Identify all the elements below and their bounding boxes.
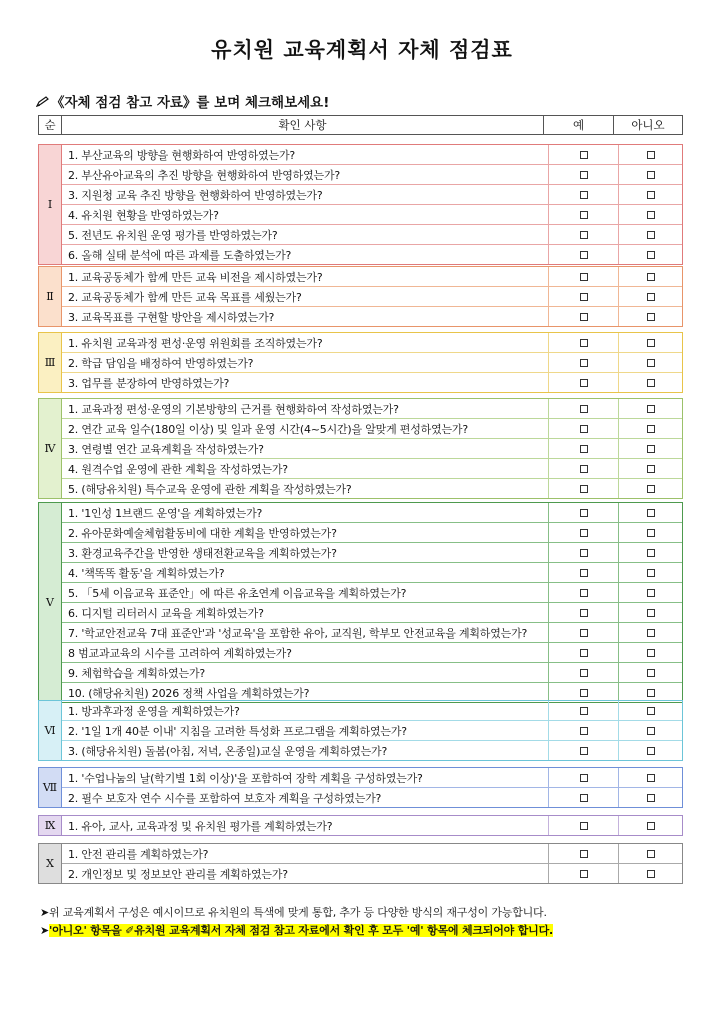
no-cell: [619, 768, 682, 787]
yes-checkbox-icon[interactable]: [580, 405, 588, 413]
yes-checkbox-icon[interactable]: [580, 629, 588, 637]
header-yes: 예: [544, 116, 614, 134]
yes-cell: [549, 333, 619, 352]
yes-checkbox-icon[interactable]: [580, 549, 588, 557]
checklist-row: [62, 721, 682, 741]
group-rows: [62, 816, 682, 835]
group-label: Ⅶ: [39, 768, 62, 807]
no-checkbox-icon[interactable]: [647, 485, 655, 493]
yes-checkbox-icon[interactable]: [580, 379, 588, 387]
yes-cell: [549, 205, 619, 224]
checklist-question: 7. '학교안전교육 7대 표준안'과 '성교육'을 포함한 유아, 교직원, 학부모 안전교육을 계획하였는가?: [62, 623, 549, 642]
checklist-question: 5. 전년도 유치원 운영 평가를 반영하였는가?: [62, 225, 549, 244]
yes-checkbox-icon[interactable]: [580, 273, 588, 281]
no-checkbox-icon[interactable]: [647, 850, 655, 858]
checklist-row: [62, 185, 682, 205]
group-2: [38, 266, 683, 327]
no-checkbox-icon[interactable]: [647, 509, 655, 517]
no-cell: [619, 701, 682, 720]
no-checkbox-icon[interactable]: [647, 359, 655, 367]
yes-checkbox-icon[interactable]: [580, 425, 588, 433]
checklist-row: [62, 333, 682, 353]
yes-checkbox-icon[interactable]: [580, 191, 588, 199]
group-label: Ⅹ: [39, 844, 62, 883]
no-cell: [619, 267, 682, 286]
no-cell: [619, 333, 682, 352]
yes-checkbox-icon[interactable]: [580, 850, 588, 858]
checklist-row: [62, 768, 682, 788]
yes-checkbox-icon[interactable]: [580, 569, 588, 577]
no-checkbox-icon[interactable]: [647, 569, 655, 577]
checklist-question: 6. 디지털 리터러시 교육을 계획하였는가?: [62, 603, 549, 622]
yes-checkbox-icon[interactable]: [580, 293, 588, 301]
yes-cell: [549, 768, 619, 787]
yes-checkbox-icon[interactable]: [580, 649, 588, 657]
checklist-question: 2. 학급 담임을 배정하여 반영하였는가?: [62, 353, 549, 372]
yes-checkbox-icon[interactable]: [580, 727, 588, 735]
header-num: 순: [39, 116, 62, 134]
checklist-row: [62, 563, 682, 583]
yes-cell: [549, 479, 619, 498]
no-cell: [619, 225, 682, 244]
checklist-question: 2. 개인정보 및 정보보안 관리를 계획하였는가?: [62, 864, 549, 883]
checklist-row: [62, 701, 682, 721]
yes-cell: [549, 523, 619, 542]
checklist-question: 4. 유치원 현황을 반영하였는가?: [62, 205, 549, 224]
yes-checkbox-icon[interactable]: [580, 485, 588, 493]
no-checkbox-icon[interactable]: [647, 870, 655, 878]
no-checkbox-icon[interactable]: [647, 293, 655, 301]
checklist-row: [62, 267, 682, 287]
checklist-question: 8 범교과교육의 시수를 고려하여 계획하였는가?: [62, 643, 549, 662]
yes-cell: [549, 563, 619, 582]
no-cell: [619, 165, 682, 184]
no-cell: [619, 623, 682, 642]
yes-checkbox-icon[interactable]: [580, 689, 588, 697]
no-cell: [619, 643, 682, 662]
group-10: [38, 843, 683, 884]
group-6: [38, 700, 683, 761]
checklist-question: 4. '책똑똑 활동'을 계획하였는가?: [62, 563, 549, 582]
no-cell: [619, 245, 682, 264]
checklist-row: [62, 165, 682, 185]
no-cell: [619, 373, 682, 392]
no-cell: [619, 459, 682, 478]
no-cell: [619, 663, 682, 682]
no-cell: [619, 603, 682, 622]
group-rows: [62, 145, 682, 264]
yes-cell: [549, 864, 619, 883]
no-checkbox-icon[interactable]: [647, 589, 655, 597]
checklist-row: [62, 399, 682, 419]
group-5: [38, 502, 683, 703]
note-restructure: ➤위 교육계획서 구성은 예시이므로 유치원의 특색에 맞게 통합, 추가 등 다양한 방식의 재구성이 가능합니다.: [40, 906, 547, 919]
group-label: Ⅰ: [39, 145, 62, 264]
no-cell: [619, 205, 682, 224]
checklist-question: 2. 필수 보호자 연수 시수를 포함하여 보호자 계획을 구성하였는가?: [62, 788, 549, 807]
yes-cell: [549, 844, 619, 863]
group-rows: [62, 701, 682, 760]
no-checkbox-icon[interactable]: [647, 405, 655, 413]
yes-checkbox-icon[interactable]: [580, 211, 588, 219]
no-cell: [619, 479, 682, 498]
no-checkbox-icon[interactable]: [647, 727, 655, 735]
subtitle-text: 《자체 점검 참고 자료》를 보며 체크해보세요!: [51, 95, 330, 111]
no-checkbox-icon[interactable]: [647, 313, 655, 321]
checklist-question: 1. 교육공동체가 함께 만든 교육 비전을 제시하였는가?: [62, 267, 549, 286]
no-cell: [619, 543, 682, 562]
no-checkbox-icon[interactable]: [647, 251, 655, 259]
checklist-row: [62, 373, 682, 392]
no-cell: [619, 307, 682, 326]
no-checkbox-icon[interactable]: [647, 273, 655, 281]
checklist-question: 9. 체험학습을 계획하였는가?: [62, 663, 549, 682]
yes-cell: [549, 439, 619, 458]
no-checkbox-icon[interactable]: [647, 649, 655, 657]
group-rows: [62, 503, 682, 702]
yes-cell: [549, 623, 619, 642]
checklist-row: [62, 603, 682, 623]
no-checkbox-icon[interactable]: [647, 822, 655, 830]
yes-checkbox-icon[interactable]: [580, 151, 588, 159]
group-label: Ⅴ: [39, 503, 62, 702]
checklist-row: [62, 225, 682, 245]
checklist-question: 1. '수업나눔의 날(학기별 1회 이상)'을 포함하여 장학 계획을 구성하였는가?: [62, 768, 549, 787]
group-4: [38, 398, 683, 499]
yes-checkbox-icon[interactable]: [580, 171, 588, 179]
yes-cell: [549, 165, 619, 184]
group-rows: [62, 399, 682, 498]
yes-checkbox-icon[interactable]: [580, 359, 588, 367]
highlighted-note: '아니오' 항목을 ✐유치원 교육계획서 자체 점검 참고 자료에서 확인 후 모두 '예' 항목에 체크되어야 합니다.: [49, 924, 553, 937]
yes-cell: [549, 503, 619, 522]
no-checkbox-icon[interactable]: [647, 609, 655, 617]
yes-cell: [549, 353, 619, 372]
yes-cell: [549, 145, 619, 164]
yes-cell: [549, 307, 619, 326]
yes-checkbox-icon[interactable]: [580, 339, 588, 347]
checklist-row: [62, 788, 682, 807]
yes-cell: [549, 267, 619, 286]
yes-checkbox-icon[interactable]: [580, 870, 588, 878]
checklist-row: [62, 353, 682, 373]
no-checkbox-icon[interactable]: [647, 151, 655, 159]
yes-cell: [549, 543, 619, 562]
no-checkbox-icon[interactable]: [647, 191, 655, 199]
no-cell: [619, 864, 682, 883]
checklist-row: [62, 583, 682, 603]
checklist-row: [62, 439, 682, 459]
yes-cell: [549, 788, 619, 807]
yes-cell: [549, 399, 619, 418]
checklist-question: 3. 업무를 분장하여 반영하였는가?: [62, 373, 549, 392]
no-checkbox-icon[interactable]: [647, 211, 655, 219]
checklist-question: 1. 유치원 교육과정 편성·운영 위원회를 조직하였는가?: [62, 333, 549, 352]
checklist-row: [62, 844, 682, 864]
no-checkbox-icon[interactable]: [647, 339, 655, 347]
checklist-question: 5. 「5세 이음교육 표준안」에 따른 유초연계 이음교육을 계획하였는가?: [62, 583, 549, 602]
yes-checkbox-icon[interactable]: [580, 774, 588, 782]
no-cell: [619, 844, 682, 863]
yes-checkbox-icon[interactable]: [580, 669, 588, 677]
no-cell: [619, 523, 682, 542]
yes-checkbox-icon[interactable]: [580, 707, 588, 715]
checklist-row: [62, 643, 682, 663]
checklist-question: 3. 연령별 연간 교육계획을 작성하였는가?: [62, 439, 549, 458]
group-label: Ⅸ: [39, 816, 62, 835]
no-checkbox-icon[interactable]: [647, 231, 655, 239]
no-checkbox-icon[interactable]: [647, 747, 655, 755]
yes-checkbox-icon[interactable]: [580, 822, 588, 830]
checklist-question: 6. 올해 실태 분석에 따른 과제를 도출하였는가?: [62, 245, 549, 264]
yes-cell: [549, 663, 619, 682]
no-cell: [619, 439, 682, 458]
no-cell: [619, 503, 682, 522]
yes-cell: [549, 185, 619, 204]
no-checkbox-icon[interactable]: [647, 689, 655, 697]
header-item: 확인 사항: [62, 116, 544, 134]
checklist-question: 4. 원격수업 운영에 관한 계획을 작성하였는가?: [62, 459, 549, 478]
yes-checkbox-icon[interactable]: [580, 509, 588, 517]
yes-cell: [549, 741, 619, 760]
yes-cell: [549, 643, 619, 662]
header-no: 아니오: [631, 118, 665, 132]
note-check-required: [40, 922, 553, 938]
checklist-row: [62, 523, 682, 543]
yes-checkbox-icon[interactable]: [580, 313, 588, 321]
checklist-question: 5. (해당유치원) 특수교육 운영에 관한 계획을 작성하였는가?: [62, 479, 549, 498]
checklist-question: 3. (해당유치원) 돌봄(아침, 저녁, 온종일)교실 운영을 계획하였는가?: [62, 741, 549, 760]
group-label: Ⅱ: [39, 267, 62, 326]
yes-cell: [549, 603, 619, 622]
no-checkbox-icon[interactable]: [647, 629, 655, 637]
yes-checkbox-icon[interactable]: [580, 747, 588, 755]
checklist-question: 2. 부산유아교육의 추진 방향을 현행화하여 반영하였는가?: [62, 165, 549, 184]
checklist-row: [62, 145, 682, 165]
no-cell: [619, 816, 682, 835]
group-7: [38, 767, 683, 808]
yes-cell: [549, 245, 619, 264]
no-cell: [619, 353, 682, 372]
checklist-question: 1. 교육과정 편성·운영의 기본방향의 근거를 현행화하여 작성하였는가?: [62, 399, 549, 418]
no-checkbox-icon[interactable]: [647, 445, 655, 453]
checklist-question: 2. 연간 교육 일수(180일 이상) 및 일과 운영 시간(4~5시간)을 알맞게 편성하였는가?: [62, 419, 549, 438]
no-checkbox-icon[interactable]: [647, 379, 655, 387]
group-rows: [62, 333, 682, 392]
checklist-question: 1. '1인성 1브랜드 운영'을 계획하였는가?: [62, 503, 549, 522]
checklist-row: [62, 503, 682, 523]
checklist-row: [62, 816, 682, 835]
checklist-question: 1. 방과후과정 운영을 계획하였는가?: [62, 701, 549, 720]
no-checkbox-icon[interactable]: [647, 794, 655, 802]
no-cell: [619, 145, 682, 164]
yes-checkbox-icon[interactable]: [580, 465, 588, 473]
yes-cell: [549, 583, 619, 602]
no-cell: [619, 399, 682, 418]
checklist-row: [62, 205, 682, 225]
no-cell: [619, 419, 682, 438]
yes-checkbox-icon[interactable]: [580, 609, 588, 617]
checklist-question: 1. 안전 관리를 계획하였는가?: [62, 844, 549, 863]
checklist-row: [62, 419, 682, 439]
yes-checkbox-icon[interactable]: [580, 529, 588, 537]
checklist-row: [62, 864, 682, 883]
checklist-row: [62, 459, 682, 479]
no-checkbox-icon[interactable]: [647, 549, 655, 557]
no-cell: [619, 741, 682, 760]
yes-cell: [549, 225, 619, 244]
checklist-row: [62, 663, 682, 683]
no-checkbox-icon[interactable]: [647, 669, 655, 677]
no-checkbox-icon[interactable]: [647, 171, 655, 179]
checklist-question: 1. 부산교육의 방향을 현행화하여 반영하였는가?: [62, 145, 549, 164]
yes-cell: [549, 373, 619, 392]
no-cell: [619, 788, 682, 807]
group-label: Ⅲ: [39, 333, 62, 392]
group-label: Ⅵ: [39, 701, 62, 760]
yes-cell: [549, 816, 619, 835]
checklist-question: 3. 교육목표를 구현할 방안을 제시하였는가?: [62, 307, 549, 326]
checklist-question: 2. '1일 1개 40분 이내' 지침을 고려한 특성화 프로그램을 계획하였는가?: [62, 721, 549, 740]
checklist-row: [62, 245, 682, 264]
no-cell: [619, 287, 682, 306]
no-cell: [619, 563, 682, 582]
table-header: [38, 115, 683, 135]
no-checkbox-icon[interactable]: [647, 425, 655, 433]
no-checkbox-icon[interactable]: [647, 465, 655, 473]
arrow-icon: ➤: [40, 924, 50, 937]
yes-checkbox-icon[interactable]: [580, 445, 588, 453]
checklist-question: 1. 유아, 교사, 교육과정 및 유치원 평가를 계획하였는가?: [62, 816, 549, 835]
yes-checkbox-icon[interactable]: [580, 794, 588, 802]
group-label: Ⅳ: [39, 399, 62, 498]
yes-checkbox-icon[interactable]: [580, 589, 588, 597]
group-1: [38, 144, 683, 265]
yes-checkbox-icon[interactable]: [580, 231, 588, 239]
no-cell: [619, 185, 682, 204]
checklist-row: [62, 623, 682, 643]
page-title: 유치원 교육계획서 자체 점검표: [211, 38, 513, 62]
no-checkbox-icon[interactable]: [647, 707, 655, 715]
checklist-row: [62, 287, 682, 307]
no-cell: [619, 583, 682, 602]
checklist-row: [62, 741, 682, 760]
checklist-question: 2. 유아문화예술체험활동비에 대한 계획을 반영하였는가?: [62, 523, 549, 542]
checklist-question: 10. (해당유치원) 2026 정책 사업을 계획하였는가?: [62, 683, 549, 702]
pencil-icon: [36, 95, 49, 111]
yes-cell: [549, 721, 619, 740]
yes-cell: [549, 287, 619, 306]
group-3: [38, 332, 683, 393]
no-cell: [619, 721, 682, 740]
yes-cell: [549, 459, 619, 478]
checklist-question: 3. 지원청 교육 추진 방향을 현행화하여 반영하였는가?: [62, 185, 549, 204]
group-rows: [62, 267, 682, 326]
yes-checkbox-icon[interactable]: [580, 251, 588, 259]
checklist-question: 2. 교육공동체가 함께 만든 교육 목표를 세웠는가?: [62, 287, 549, 306]
no-checkbox-icon[interactable]: [647, 529, 655, 537]
yes-cell: [549, 701, 619, 720]
group-9: [38, 815, 683, 836]
checklist-question: 3. 환경교육주간을 반영한 생태전환교육을 계획하였는가?: [62, 543, 549, 562]
checklist-row: [62, 479, 682, 498]
checklist-row: [62, 307, 682, 326]
group-rows: [62, 768, 682, 807]
checklist-row: [62, 543, 682, 563]
group-rows: [62, 844, 682, 883]
no-checkbox-icon[interactable]: [647, 774, 655, 782]
yes-cell: [549, 419, 619, 438]
subtitle: [36, 91, 329, 111]
